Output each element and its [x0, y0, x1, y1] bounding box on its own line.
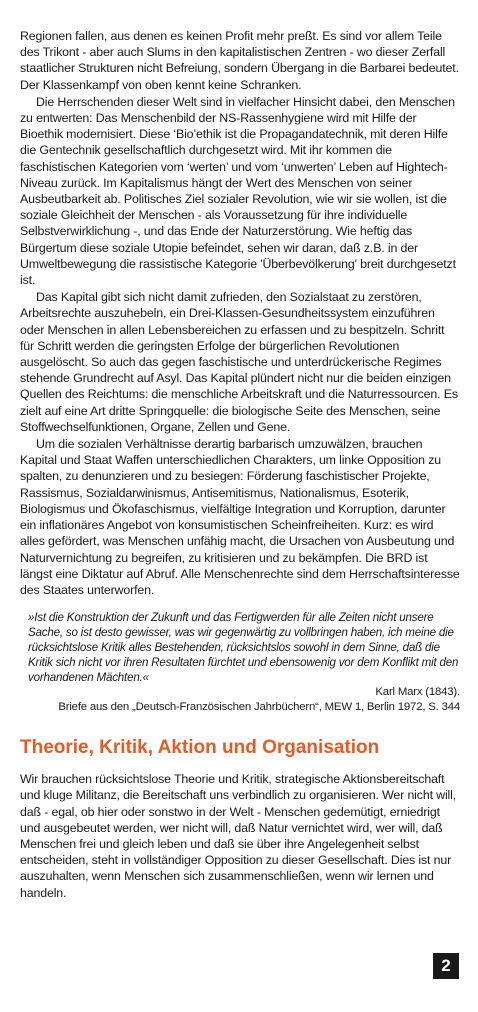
section-paragraph: Wir brauchen rücksichtslose Theorie und Kritik, strategische Aktionsbereitschaft und kluge Militanz, die Bereitschaft uns verbindlich zu organisieren. Wer nicht will, daß - egal, ob hier oder sonstwo in der Welt - Menschen gedemütigt, erniedrigt und ausgebeutet werden, wer nicht will, daß Natur vernichtet wird, wer will, daß Menschen frei und gleich leben und daß sie über ihre Angelegenheit selbst entscheiden, steht in vollständiger Opposition zu dieser Gesellschaft. Dies ist nur auszuhalten, wenn Menschen sich zusammenschließen, wenn wir lernen und handeln.: [20, 772, 457, 900]
body-paragraph-1: Regionen fallen, aus denen es keinen Profit mehr preßt. Es sind vor allem Teile des Trikont - aber auch Slums in den kapitalistischen Zentren - wo dieser Zerfall staatlicher Strukturen nicht Befreiung, sondern Übergang in die Barbarei bedeutet. Der Klassenkampf von oben kennt keine Schranken.: [20, 29, 459, 92]
quote-author: Karl Marx (1843).: [375, 686, 460, 699]
marx-quote-block: [28, 610, 460, 715]
article-page: [20, 28, 460, 901]
quote-source: Briefe aus den „Deutsch-Französischen Jahrbüchern“, MEW 1, Berlin 1972, S. 344: [58, 701, 460, 714]
section-heading: Theorie, Kritik, Aktion und Organisation: [20, 737, 380, 759]
quote-text: »Ist die Konstruktion der Zukunft und das Fertigwerden für alle Zeiten nicht unsere Sache, so ist desto gewisser, was wir gegenwärtig zu vollbringen haben, ich meine die rücksichtslose Kritik alles Bestehenden, rücksichtslos sowohl in dem Sinne, daß die Kritik sich nicht vor ihren Resultaten fürchtet und ebensowenig vor dem Konflikt mit den vorhandenen Mächten.«: [28, 611, 459, 685]
body-paragraph-4: Um die sozialen Verhältnisse derartig barbarisch umzuwälzen, brauchen Kapital und Staat Waffen unterschiedlichen Charakters, um linke Opposition zu spalten, zu denunzieren und zu besiegen: Förderung faschistischer Projekte, Rassismus, Sozialdarwinismus, Antisemitismus, Nationalismus, Esoterik, Biologismus und Ökofaschismus, vielfältige Integration und Korruption, darunter ein inflationäres Angebot von konsumistischen Scheinfreiheiten. Kurz: es wird alles gefördert, was Menschen unfähig macht, die Ursachen von Ausbeutung und Naturvernichtung zu begreifen, zu kritisieren und zu bekämpfen. Die BRD ist längst eine Diktatur auf Abruf. Alle Menschenrechte sind dem Herrschaftsinteresse des Staates unterworfen.: [20, 437, 460, 597]
body-paragraph-2: Die Herrschenden dieser Welt sind in vielfacher Hinsicht dabei, den Menschen zu entwerten: Das Menschenbild der NS-Rassenhygiene wird mit Hilfe der Bioethik modernisiert. Diese ‘Bio’ethik ist die Propagandatechnik, mit deren Hilfe die Gentechnik gesellschaftlich durchgesetzt wird. Mit ihr kommen die faschistischen Kategorien vom ‘werten’ und vom ‘unwerten’ Leben auf Hightech-Niveau zurück. Im Kapitalismus hängt der Wert des Menschen von seiner Ausbeutbarkeit ab. Politisches Ziel sozialer Revolution, wie wir sie wollen, ist die soziale Gleichheit der Menschen - als Voraussetzung für ihre individuelle Selbstverwirklichung -, und das Ende der Naturzerstörung. Wie heftig das Bürgertum diese soziale Utopie befeindet, sehen wir daran, daß z.B. in der Umweltbewegung die rassistische Kategorie 'Überbevölkerung' breit durchgesetzt ist.: [20, 94, 456, 288]
page-number-badge: 2: [433, 953, 459, 979]
body-paragraph-3: Das Kapital gibt sich nicht damit zufrieden, den Sozialstaat zu zerstören, Arbeitsrechte auszuhebeln, ein Drei-Klassen-Gesundheitssystem einzuführen oder Menschen in allen Lebensbereichen zu erfassen und zu bespitzeln. Schritt für Schritt werden die geringsten Erfolge der bürgerlichen Revolutionen ausgelöscht. So auch das gegen faschistische und unterdrückerische Regimes stehende Grundrecht auf Asyl. Das Kapital plündert nicht nur die beiden einzigen Quellen des Reichtums: die menschliche Arbeitskraft und die Naturressourcen. Es zielt auf eine Art dritte Springquelle: die biologische Seite des Menschen, seine Stoffwechselfunktionen, Organe, Zellen und Gene.: [20, 290, 458, 434]
